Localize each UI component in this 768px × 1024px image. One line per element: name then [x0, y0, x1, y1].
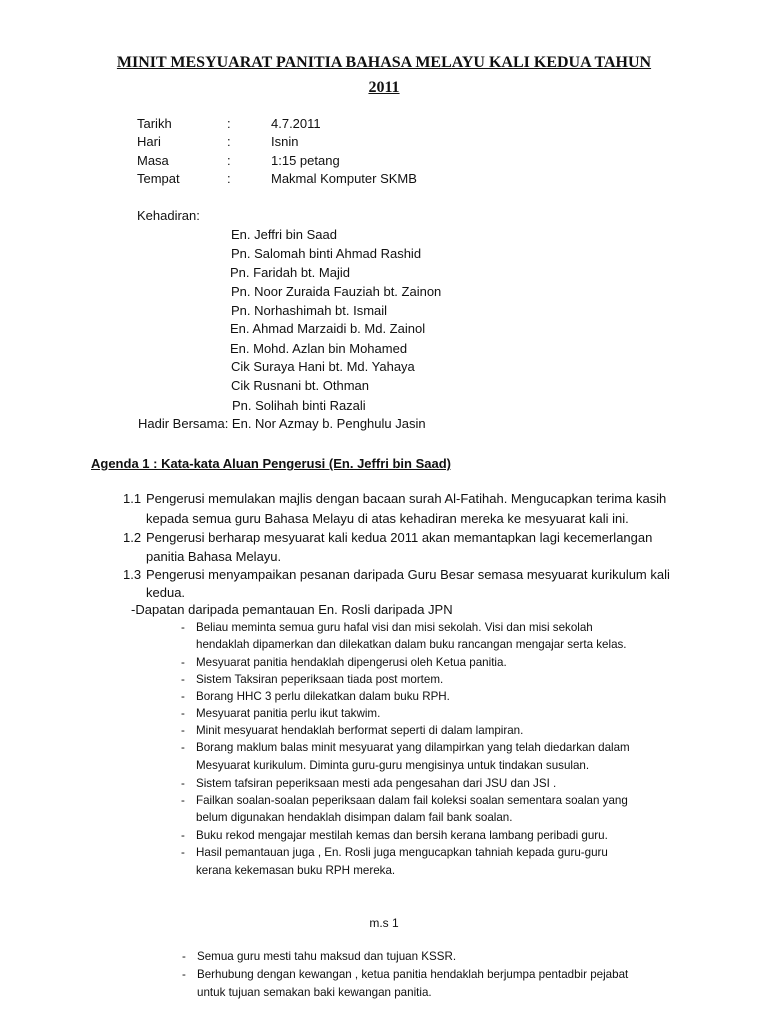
info-label-tarikh: Tarikh: [137, 116, 172, 131]
item-number: 1.2: [123, 530, 142, 545]
list-item: Sistem Taksiran peperiksaan tiada post mortem.: [196, 673, 444, 686]
item-text: kedua.: [146, 585, 186, 600]
attendance-member: Pn. Salomah binti Ahmad Rashid: [231, 246, 422, 261]
list-item: Hasil pemantauan juga , En. Rosli juga mengucapkan tahniah kepada guru-guru: [196, 846, 608, 859]
source-note: -Dapatan daripada pemantauan En. Rosli daripada JPN: [131, 602, 453, 617]
attendance-member: Pn. Solihah binti Razali: [232, 398, 366, 413]
info-value-tarikh: 4.7.2011: [271, 116, 321, 131]
bullet-dash: -: [181, 656, 185, 669]
item-text: panitia Bahasa Melayu.: [146, 549, 282, 564]
item-text: kepada semua guru Bahasa Melayu di atas kehadiran mereka ke mesyuarat kali ini.: [146, 511, 629, 526]
bullet-dash: -: [181, 829, 185, 842]
list-item: Beliau meminta semua guru hafal visi dan misi sekolah. Visi dan misi sekolah: [196, 621, 593, 634]
item-text: Pengerusi memulakan majlis dengan bacaan surah Al-Fatihah. Mengucapkan terima kasih: [146, 491, 667, 506]
list-item: belum digunakan hendaklah disimpan dalam fail bank soalan.: [196, 811, 513, 824]
info-sep: :: [227, 171, 231, 186]
list-item: Semua guru mesti tahu maksud dan tujuan KSSR.: [197, 950, 457, 963]
attendance-member: En. Mohd. Azlan bin Mohamed: [230, 341, 408, 356]
list-item: untuk tujuan semakan baki kewangan panitia.: [197, 986, 432, 999]
list-item: Mesyuarat kurikulum. Diminta guru-guru mengisinya untuk tindakan susulan.: [196, 759, 590, 772]
list-item: kerana kekemasan buku RPH mereka.: [196, 864, 396, 877]
page-number: m.s 1: [369, 916, 399, 930]
list-item: Minit mesyuarat hendaklah berformat seperti di dalam lampiran.: [196, 724, 524, 737]
bullet-dash: -: [181, 724, 185, 737]
item-text: Pengerusi menyampaikan pesanan daripada Guru Besar semasa mesyuarat kurikulum kali: [146, 567, 670, 582]
info-sep: :: [227, 153, 231, 168]
info-sep: :: [227, 116, 231, 131]
list-item: Borang maklum balas minit mesyuarat yang dilampirkan yang telah diedarkan dalam: [196, 741, 630, 754]
agenda-1-heading: Agenda 1 : Kata-kata Aluan Pengerusi (En. Jeffri bin Saad): [91, 456, 451, 471]
list-item: Failkan soalan-soalan peperiksaan dalam fail koleksi soalan sementara soalan yang: [196, 794, 628, 807]
info-value-masa: 1:15 petang: [271, 153, 340, 168]
list-item: Mesyuarat panitia perlu ikut takwim.: [196, 707, 381, 720]
bullet-dash: -: [181, 777, 185, 790]
attendance-member: Cik Suraya Hani bt. Md. Yahaya: [231, 359, 415, 374]
document-title-line-2: 2011: [368, 79, 400, 96]
info-label-masa: Masa: [137, 153, 169, 168]
bullet-dash: -: [182, 950, 186, 963]
bullet-dash: -: [181, 673, 185, 686]
info-sep: :: [227, 134, 231, 149]
list-item: Berhubung dengan kewangan , ketua panitia hendaklah berjumpa pentadbir pejabat: [197, 968, 629, 981]
attendance-member: En. Ahmad Marzaidi b. Md. Zainol: [230, 321, 426, 336]
info-label-tempat: Tempat: [137, 171, 180, 186]
attendance-member: Pn. Norhashimah bt. Ismail: [231, 303, 388, 318]
list-item: Mesyuarat panitia hendaklah dipengerusi oleh Ketua panitia.: [196, 656, 507, 669]
bullet-dash: -: [181, 846, 185, 859]
attendance-member: Cik Rusnani bt. Othman: [231, 378, 370, 393]
bullet-dash: -: [182, 968, 186, 981]
attendance-member: Pn. Noor Zuraida Fauziah bt. Zainon: [231, 284, 442, 299]
list-item: hendaklah dipamerkan dan dilekatkan dalam buku rancangan mengajar serta kelas.: [196, 638, 627, 651]
bullet-dash: -: [181, 690, 185, 703]
item-number: 1.1: [123, 491, 142, 506]
list-item: Borang HHC 3 perlu dilekatkan dalam buku RPH.: [196, 690, 450, 703]
attendance-guest: Hadir Bersama: En. Nor Azmay b. Penghulu Jasin: [138, 416, 426, 431]
document-title-line-1: MINIT MESYUARAT PANITIA BAHASA MELAYU KALI KEDUA TAHUN: [116, 54, 652, 71]
info-label-hari: Hari: [137, 134, 161, 149]
bullet-dash: -: [181, 741, 185, 754]
info-value-hari: Isnin: [271, 134, 299, 149]
item-text: Pengerusi berharap mesyuarat kali kedua 2011 akan memantapkan lagi kecemerlangan: [146, 530, 653, 545]
attendance-member: Pn. Faridah bt. Majid: [230, 265, 350, 280]
list-item: Sistem tafsiran peperiksaan mesti ada pengesahan dari JSU dan JSI .: [196, 777, 557, 790]
bullet-dash: -: [181, 707, 185, 720]
bullet-dash: -: [181, 794, 185, 807]
list-item: Buku rekod mengajar mestilah kemas dan bersih kerana lambang peribadi guru.: [196, 829, 608, 842]
attendance-heading: Kehadiran:: [137, 208, 200, 223]
attendance-member: En. Jeffri bin Saad: [231, 227, 337, 242]
item-number: 1.3: [123, 567, 142, 582]
info-value-tempat: Makmal Komputer SKMB: [271, 171, 417, 186]
bullet-dash: -: [181, 621, 185, 634]
